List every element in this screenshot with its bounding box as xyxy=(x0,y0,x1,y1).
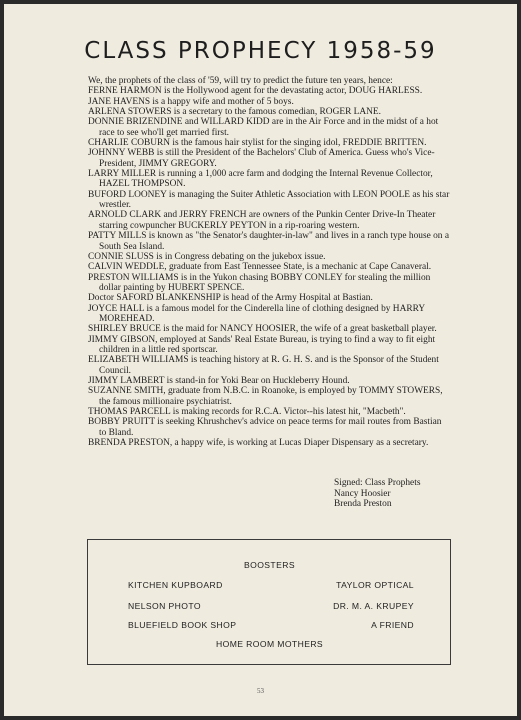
signature-line: Signed: Class Prophets xyxy=(334,478,421,488)
prophecy-item: SUZANNE SMITH, graduate from N.B.C. in Roanoke, is employed by TOMMY STOWERS, the famous millionaire psychiatrist. xyxy=(88,386,443,407)
prophecy-item: ARNOLD CLARK and JERRY FRENCH are owners of the Punkin Center Drive-In Theater starring cowpuncher BUCKERLY PEYTON in a rip-roaring western. xyxy=(88,210,436,231)
prophecy-item: LARRY MILLER is running a 1,000 acre farm and dodging the Internal Revenue Collector, HAZEL THOMPSON. xyxy=(88,169,433,190)
boosters-box xyxy=(87,539,451,665)
prophecy-text xyxy=(88,76,450,448)
page-title: CLASS PROPHECY 1958-59 xyxy=(84,38,437,64)
signature-block xyxy=(334,478,420,510)
prophecy-item: JIMMY LAMBERT is stand-in for Yoki Bear on Huckleberry Hound. xyxy=(88,375,350,386)
booster-entry: A FRIEND xyxy=(371,620,414,630)
prophecy-item: CONNIE SLUSS is in Congress debating on the jukebox issue. xyxy=(88,251,326,262)
intro-paragraph: We, the prophets of the class of '59, will try to predict the future ten years, hence: xyxy=(88,76,393,86)
prophecy-item: BUFORD LOONEY is managing the Suiter Athletic Association with LEON POOLE as his star wrestler. xyxy=(88,189,450,211)
prophecy-item: PRESTON WILLIAMS is in the Yukon chasing BOBBY CONLEY for stealing the million dollar painting by HUBERT SPENCE. xyxy=(88,272,431,293)
prophecy-item: THOMAS PARCELL is making records for R.C.A. Victor--his latest hit, "Macbeth". xyxy=(88,407,406,417)
prophecy-item: SHIRLEY BRUCE is the maid for NANCY HOOSIER, the wife of a great basketball player. xyxy=(88,324,437,335)
prophecy-item: ELIZABETH WILLIAMS is teaching history at R. G. H. S. and is the Sponsor of the Student Council. xyxy=(88,355,439,376)
yearbook-page xyxy=(4,4,517,716)
prophecy-item: JOHNNY WEBB is still the President of the Bachelors' Club of America. Guess who's Vice-President, JIMMY GREGORY. xyxy=(88,148,435,169)
prophecy-item: BOBBY PRUITT is seeking Khrushchev's advice on peace terms for mail routes from Bastian to Bland. xyxy=(88,417,442,438)
booster-entry: TAYLOR OPTICAL xyxy=(336,580,414,590)
booster-entry: DR. M. A. KRUPEY xyxy=(333,601,414,611)
prophecy-item: DONNIE BRIZENDINE and WILLARD KIDD are in the Air Force and in the midst of a hot race to see who'll get married first. xyxy=(88,117,439,138)
prophecy-item: JANE HAVENS is a happy wife and mother of 5 boys. xyxy=(88,96,294,107)
signature-name: Brenda Preston xyxy=(334,499,392,510)
prophecy-item: BRENDA PRESTON, a happy wife, is working at Lucas Diaper Dispensary as a secretary. xyxy=(88,438,429,449)
prophecy-item: ARLENA STOWERS is a secretary to the famous comedian, ROGER LANE. xyxy=(88,107,382,118)
prophecy-item: JOYCE HALL is a famous model for the Cinderella line of clothing designed by HARRY MOREHEAD. xyxy=(88,303,425,324)
prophecy-item: JIMMY GIBSON, employed at Sands' Real Estate Bureau, is trying to find a way to fit eight children in a little red sportscar. xyxy=(88,334,436,355)
prophecy-item: Doctor SAFORD BLANKENSHIP is head of the Army Hospital at Bastian. xyxy=(88,293,373,304)
boosters-heading: BOOSTERS xyxy=(244,560,295,570)
prophecy-item: FERNE HARMON is the Hollywood agent for the devastating actor, DOUG HARLESS. xyxy=(88,86,423,97)
booster-entry: KITCHEN KUPBOARD xyxy=(128,580,223,590)
booster-entry: HOME ROOM MOTHERS xyxy=(216,639,324,649)
booster-entry: BLUEFIELD BOOK SHOP xyxy=(128,620,237,630)
prophecy-item: PATTY MILLS is known as "the Senator's daughter-in-law" and lives in a ranch type house on a South Sea Island. xyxy=(88,231,449,252)
signature-name: Nancy Hoosier xyxy=(334,488,391,499)
prophecy-item: CHARLIE COBURN is the famous hair stylist for the singing idol, FREDDIE BRITTEN. xyxy=(88,138,427,149)
page-number: 53 xyxy=(257,687,264,695)
booster-entry: NELSON PHOTO xyxy=(128,601,201,611)
prophecy-item: CALVIN WEDDLE, graduate from East Tennessee State, is a mechanic at Cape Canaveral. xyxy=(88,262,432,273)
